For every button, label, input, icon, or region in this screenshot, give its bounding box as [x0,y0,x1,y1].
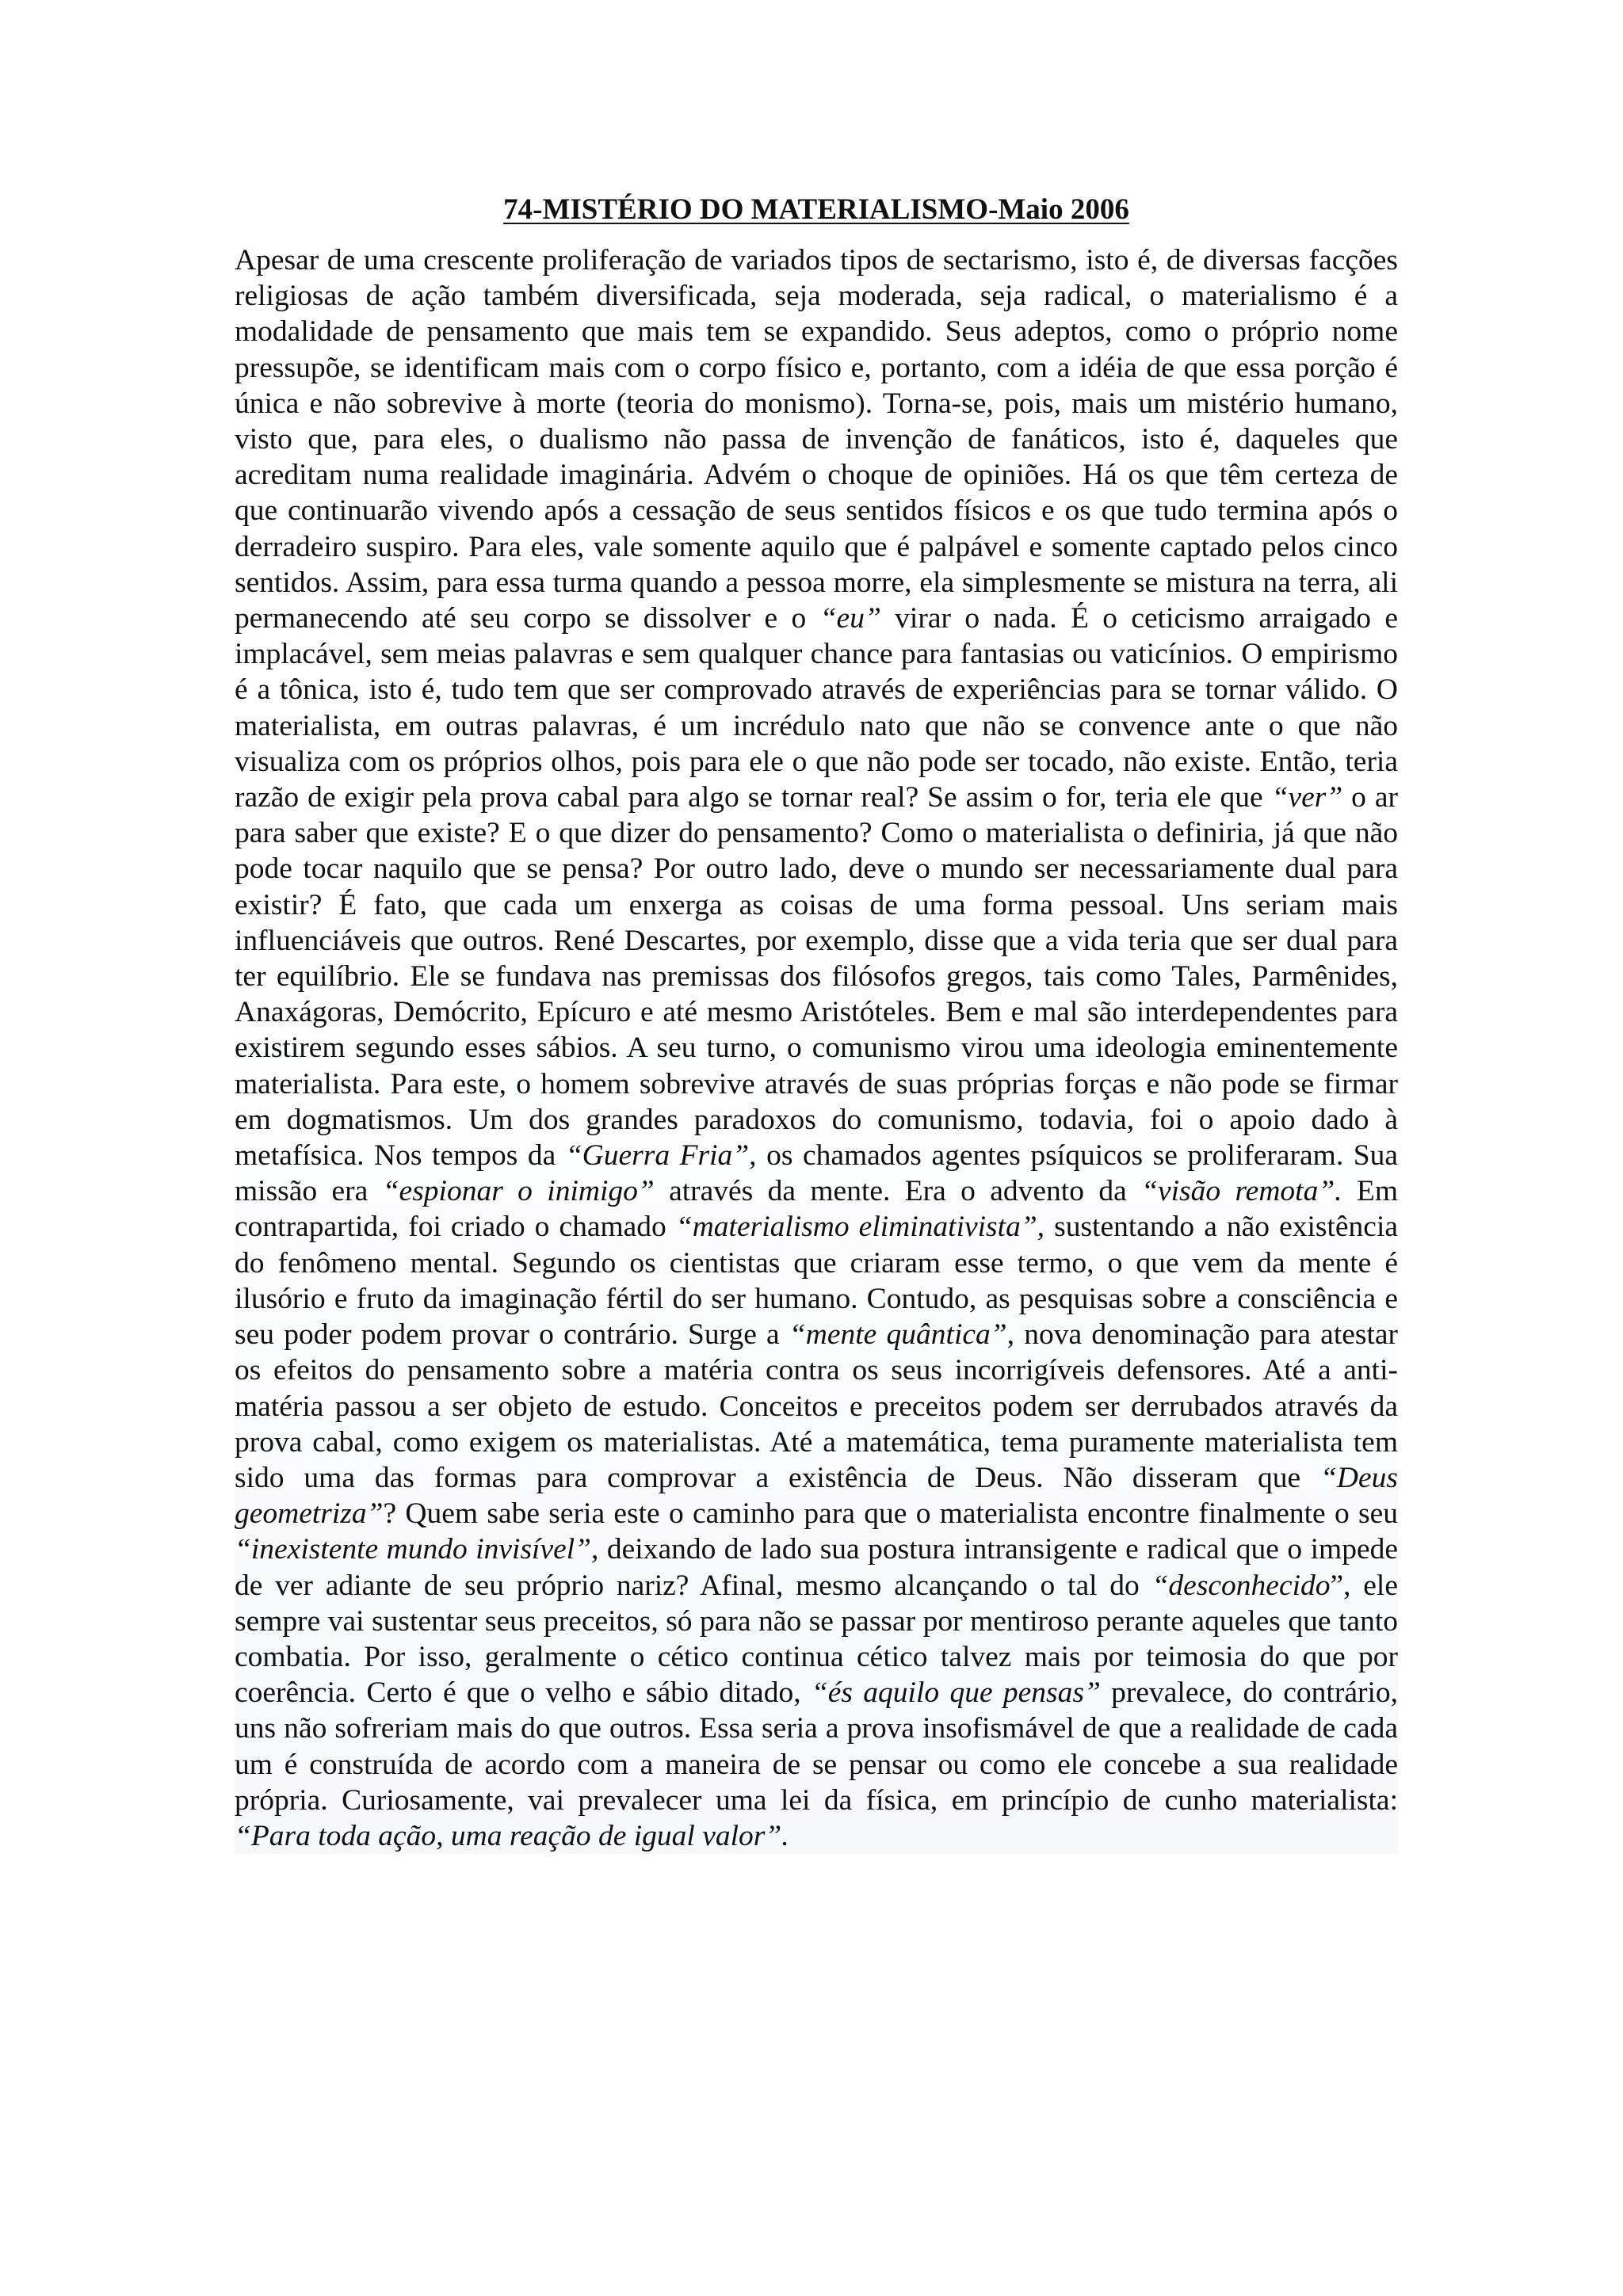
italic-quote: “desconhecido [1151,1569,1331,1602]
body-text-segment: Em contrapartida, foi criado o chamado [235,1175,1399,1244]
italic-quote: “mente quântica”, [789,1318,1014,1352]
italic-quote: “visão remota”. [1141,1175,1342,1208]
italic-quote: “Deus geometriza” [235,1461,1398,1531]
italic-quote: “Para toda ação, uma reação de igual valor”. [235,1819,789,1852]
italic-quote: “és aquilo que pensas” [811,1676,1101,1710]
body-text-segment: o ar para saber que existe? E o que dizer do pensamento? Como o materialista o definiria, já que não pode tocar naquilo que se pensa? Por outro lado, deve o mundo ser necessariamente dual para existir? É fato, que cada um enxerga as coisas de uma forma pessoal. Uns seriam mais influenciáveis que outros. René Descartes, por exemplo, disse que a vida teria que ser dual para ter equilíbrio. Ele se fundava nas premissas dos filósofos gregos, tais como Tales, Parmênides, Anaxágoras, Demócrito, Epícuro e até mesmo Aristóteles. Bem e mal são interdependentes para existirem segundo esses sábios. A seu turno, o comunismo virou uma ideologia eminentemente materialista. Para este, o homem sobrevive através de suas próprias forças e não pode se firmar em dogmatismos. Um dos grandes paradoxos do comunismo, todavia, foi o apoio dado à metafísica. Nos tempos da [235,781,1398,1173]
document-body-paragraph [235,242,1398,1854]
body-text-segment: prevalece, do contrário, uns não sofreriam mais do que outros. Essa seria a prova insofismável de que a realidade de cada um é construída de acordo com a maneira de se pensar ou como ele concebe a sua realidade própria. Curiosamente, vai prevalecer uma lei da física, em princípio de cunho materialista: [235,1676,1399,1817]
italic-quote: “inexistente mundo invisível”, [235,1533,599,1566]
document-title: 74-MISTÉRIO DO MATERIALISMO-Maio 2006 [503,193,1129,226]
body-text-segment: os chamados agentes psíquicos se proliferaram. Sua missão era [235,1139,1398,1208]
body-text-segment: através da mente. Era o advento da [654,1175,1142,1208]
body-text-segment: Apesar de uma crescente proliferação de variados tipos de sectarismo, isto é, de diversas facções religiosas de ação também diversificada, seja moderada, seja radical, o materialismo é a modalidade de pensamento que mais tem se expandido. Seus adeptos, como o próprio nome pressupõe, se identificam mais com o corpo físico e, portanto, com a idéia de que essa porção é única e não sobrevive à morte (teoria do monismo). Torna-se, pois, mais um mistério humano, visto que, para eles, o dualismo não passa de invenção de fanáticos, isto é, daqueles que acreditam numa realidade imaginária. Advém o choque de opiniões. Há os que têm certeza de que continuarão vivendo após a cessação de seus sentidos físicos e os que tudo termina após o derradeiro suspiro. Para eles, vale somente aquilo que é palpável e somente captado pelos cinco sentidos. Assim, para essa turma quando a pessoa morre, ela simplesmente se mistura na terra, ali permanecendo até seu corpo se dissolver e o [235,244,1398,635]
body-text-segment: sustentando a não existência do fenômeno mental. Segundo os cientistas que criaram esse termo, o que vem da mente é ilusório e fruto da imaginação fértil do ser humano. Contudo, as pesquisas sobre a consciência e seu poder podem provar o contrário. Surge a [235,1211,1399,1352]
italic-quote: “espionar o inimigo” [382,1175,655,1208]
body-text-segment: ? Quem sabe seria este o caminho para que o materialista encontre finalmente o seu [383,1497,1398,1531]
italic-quote: “Guerra Fria”, [565,1139,757,1173]
italic-quote: “ver” [1271,781,1343,814]
italic-quote: “materialismo eliminativista”, [675,1211,1045,1244]
italic-quote: “eu” [819,602,881,635]
body-text-segment: ”, ele sempre vai sustentar seus preceitos, só para não se passar por mentiroso perante aqueles que tanto combatia. Por isso, geralmente o cético continua cético talvez mais por teimosia do que por coerência. Certo é que o velho e sábio ditado, [235,1569,1398,1710]
body-text-segment: deixando de lado sua postura intransigente e radical que o impede de ver adiante de seu próprio nariz? Afinal, mesmo alcançando o tal do [235,1533,1398,1602]
body-text-segment: nova denominação para atestar os efeitos do pensamento sobre a matéria contra os seus incorrigíveis defensores. Até a anti-matéria passou a ser objeto de estudo. Conceitos e preceitos podem ser derrubados através da prova cabal, como exigem os materialistas. Até a matemática, tema puramente materialista tem sido uma das formas para comprovar a existência de Deus. Não disseram que [235,1318,1399,1494]
body-text-segment: virar o nada. É o ceticismo arraigado e implacável, sem meias palavras e sem qualquer chance para fantasias ou vaticínios. O empirismo é a tônica, isto é, tudo tem que ser comprovado através de experiências para se tornar válido. O materialista, em outras palavras, é um incrédulo nato que não se convence ante o que não visualiza com os próprios olhos, pois para ele o que não pode ser tocado, não existe. Então, teria razão de exigir pela prova cabal para algo se tornar real? Se assim o for, teria ele que [235,602,1399,814]
